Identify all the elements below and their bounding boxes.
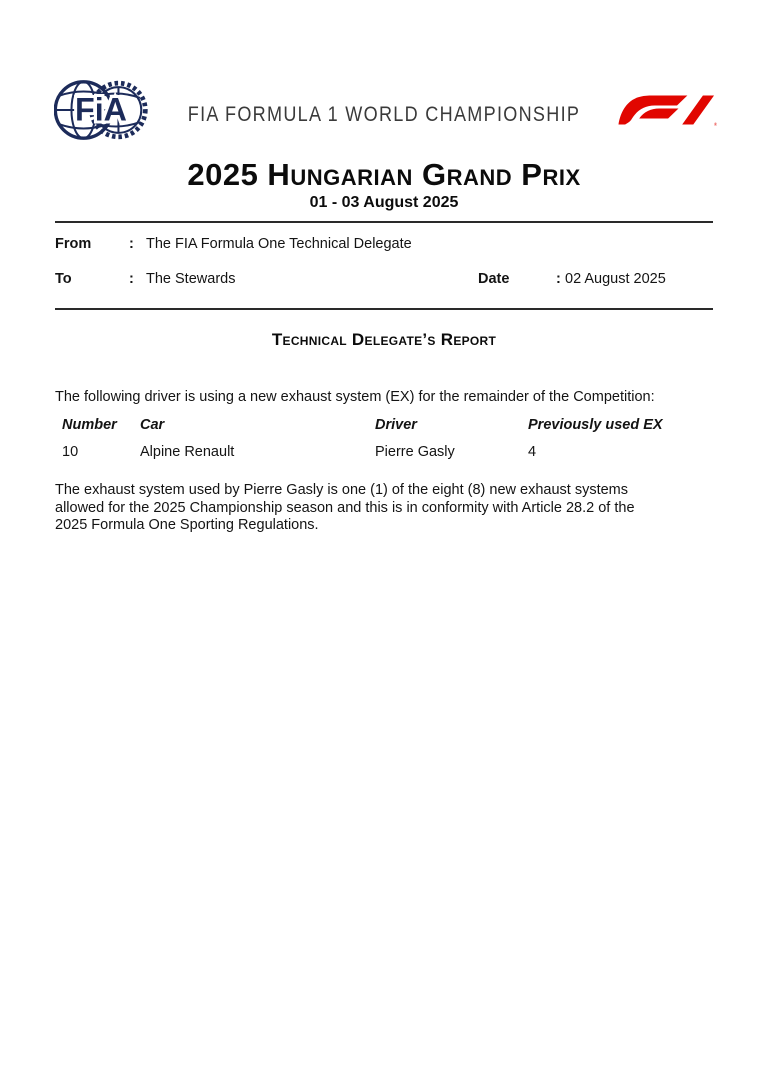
to-date-row [0,271,768,289]
cell-driver: Pierre Gasly [375,444,455,460]
to-separator: : [129,271,134,287]
table-header-row [62,417,678,444]
header-number: Number [62,417,117,433]
f1-logo-icon [617,93,717,127]
date-label: Date [478,271,510,287]
divider-top [55,221,713,223]
header-driver: Driver [375,417,417,433]
from-value: The FIA Formula One Technical Delegate [146,236,412,252]
cell-previously-used-ex: 4 [528,444,537,460]
report-title: Technical Delegate’s Report [271,330,497,349]
event-dates: 01 - 03 August 2025 [309,194,459,211]
cell-car: Alpine Renault [140,444,235,460]
closing-line: allowed for the 2025 Championship season and this is in conformity with Article 28.2 of the [55,499,635,516]
event-title: 2025 Hungarian Grand Prix [187,157,581,192]
from-separator: : [129,236,134,252]
to-value: The Stewards [146,271,236,287]
divider-middle [55,308,713,310]
cell-number: 10 [62,444,79,460]
report-closing [55,482,745,535]
date-separator: : [556,271,561,287]
fia-logo-text: FiA [75,91,127,128]
from-row [0,236,768,254]
table-row [62,444,678,460]
closing-line: The exhaust system used by Pierre Gasly is one (1) of the eight (8) new exhaust systems [55,482,629,498]
f1-registered-mark: ® [714,121,717,127]
from-label: From [55,236,92,252]
report-intro: The following driver is using a new exhaust system (EX) for the remainder of the Competition: [55,389,655,405]
closing-line: 2025 Formula One Sporting Regulations. [55,517,319,534]
header-previously-used-ex: Previously used EX [528,417,663,433]
championship-title: FIA FORMULA 1 WORLD CHAMPIONSHIP [187,103,581,126]
to-label: To [55,271,72,287]
header-car: Car [140,417,165,433]
date-value: 02 August 2025 [565,271,666,287]
exhaust-table [62,417,678,460]
